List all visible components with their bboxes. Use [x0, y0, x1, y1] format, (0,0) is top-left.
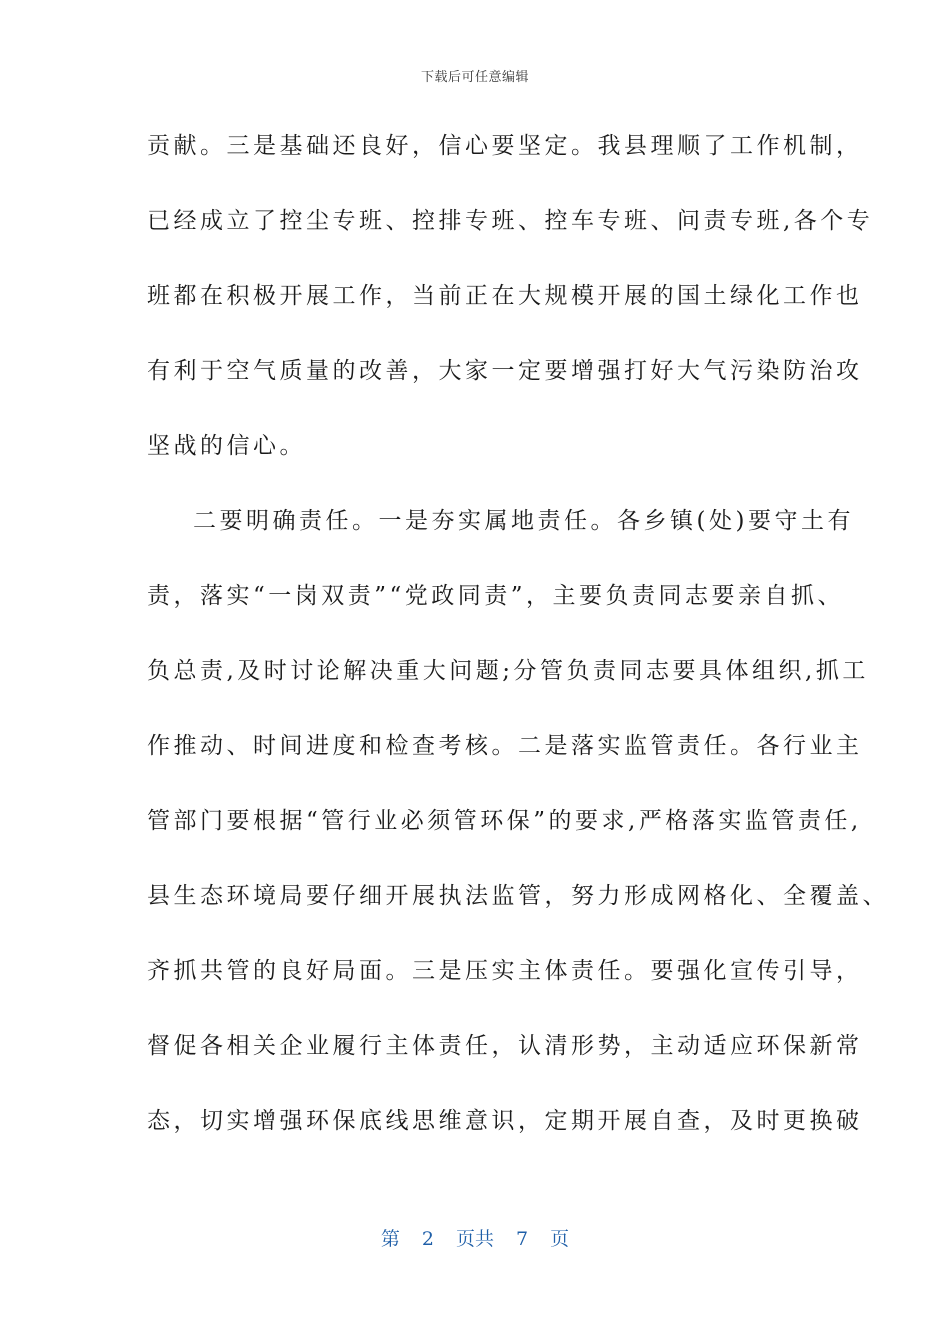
text-line: 态，切实增强环保底线思维意识，定期开展自查，及时更换破	[147, 1108, 863, 1134]
page-header: 下载后可任意编辑	[420, 70, 529, 85]
current-page-number: 2	[421, 1228, 434, 1250]
text-line: 责，落实“一岗双责”“党政同责”，主要负责同志要亲自抓、	[147, 583, 845, 609]
total-pages-number: 7	[516, 1228, 529, 1250]
text-line: 贡献。三是基础还良好，信心要坚定。我县理顺了工作机制，	[147, 133, 863, 159]
text-line: 已经成立了控尘专班、控排专班、控车专班、问责专班,各个专	[147, 208, 874, 234]
paragraph-start-line: 二要明确责任。一是夯实属地责任。各乡镇(处)要守土有	[193, 508, 854, 534]
page-footer	[0, 1224, 950, 1251]
text-line: 有利于空气质量的改善，大家一定要增强打好大气污染防治攻	[147, 358, 863, 384]
page-label-suffix: 页	[550, 1228, 570, 1250]
page-label-prefix: 第	[380, 1228, 400, 1250]
text-line: 坚战的信心。	[147, 433, 306, 459]
document-body	[147, 126, 889, 1176]
text-line: 县生态环境局要仔细开展执法监管，努力形成网格化、全覆盖、	[147, 883, 889, 909]
page-label-middle: 页共	[455, 1228, 494, 1250]
text-line: 督促各相关企业履行主体责任，认清形势，主动适应环保新常	[147, 1033, 863, 1059]
text-line: 班都在积极开展工作，当前正在大规模开展的国土绿化工作也	[147, 283, 863, 309]
text-line: 作推动、时间进度和检查考核。二是落实监管责任。各行业主	[147, 733, 863, 759]
text-line: 齐抓共管的良好局面。三是压实主体责任。要强化宣传引导，	[147, 958, 863, 984]
text-line: 负总责,及时讨论解决重大问题;分管负责同志要具体组织,抓工	[147, 658, 869, 684]
text-line: 管部门要根据“管行业必须管环保”的要求,严格落实监管责任,	[147, 808, 862, 834]
